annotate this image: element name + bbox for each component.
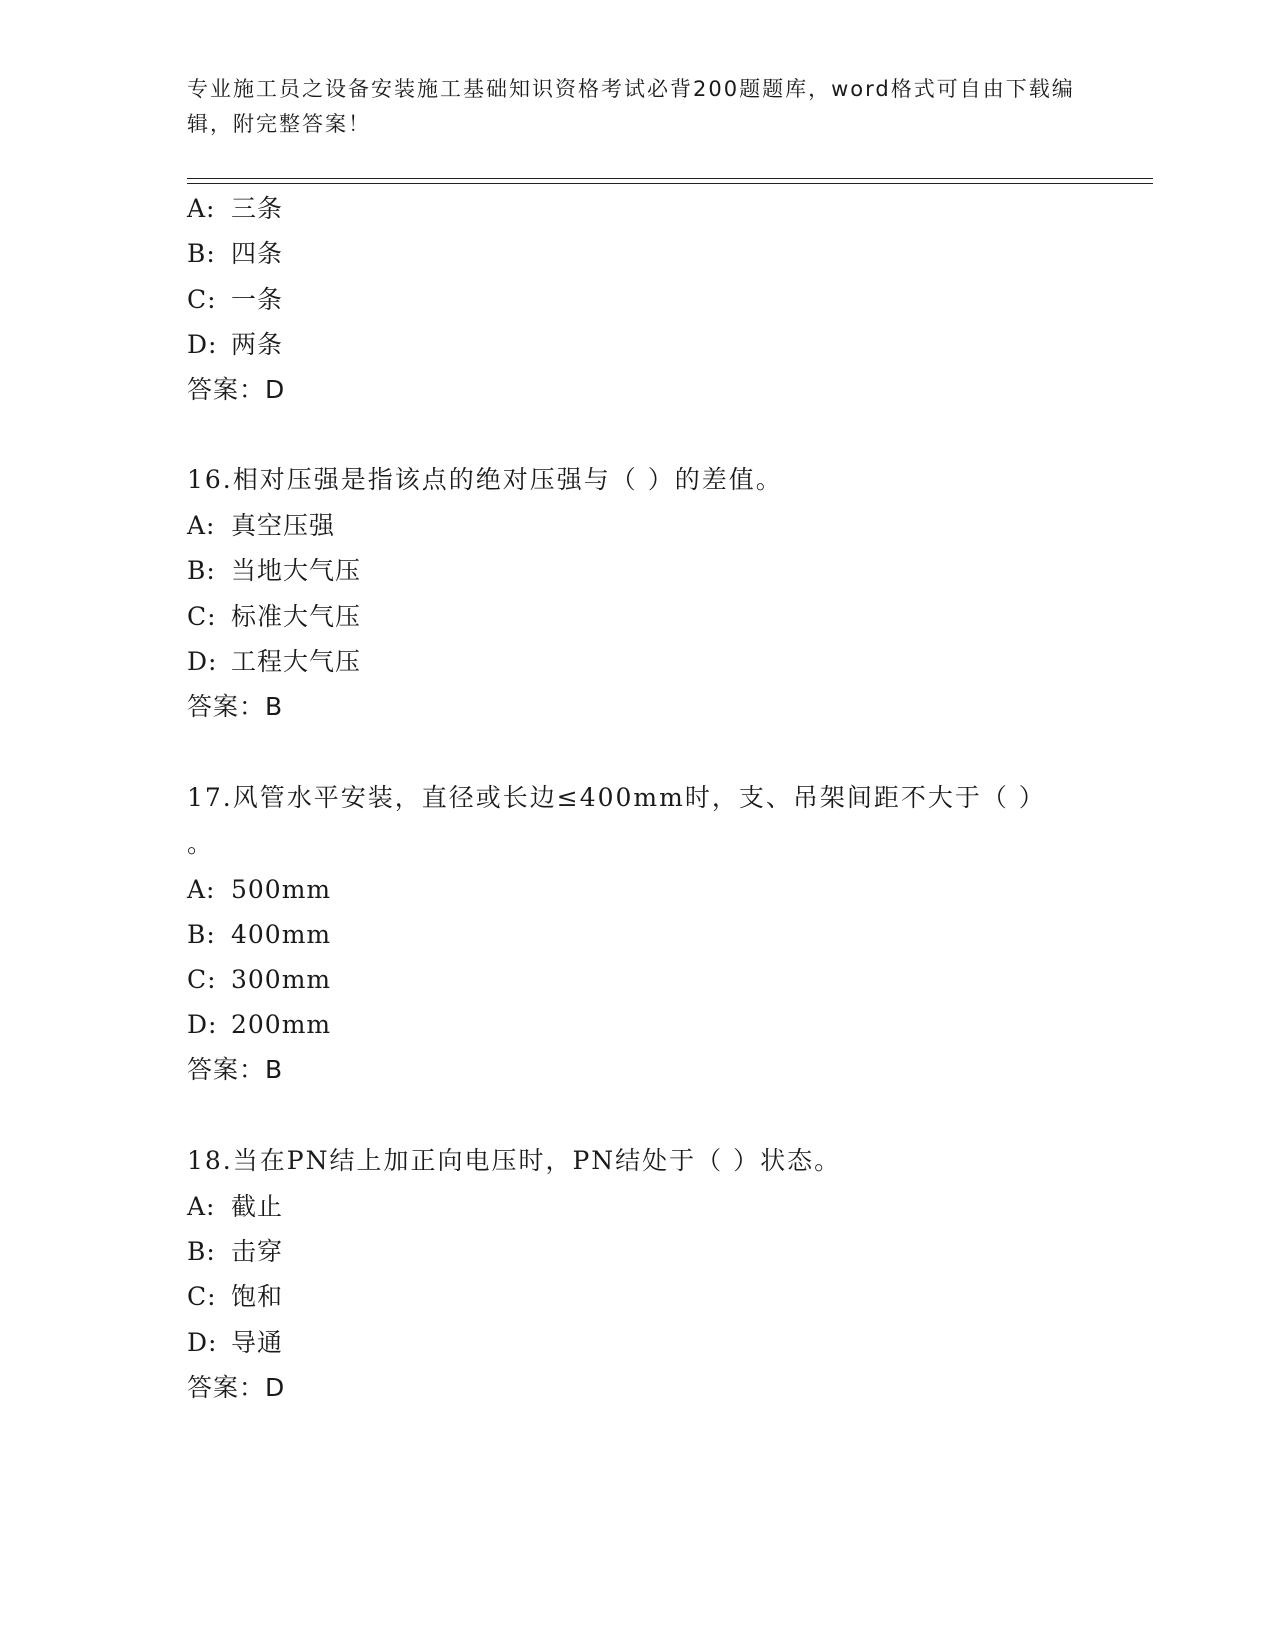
- option-b: B: 400mm: [187, 920, 332, 949]
- question-18: 18.当在PN结上加正向电压时，PN结处于（ ）状态。: [187, 1146, 842, 1175]
- option-a: A: 截止: [187, 1192, 284, 1221]
- question-17: 17.风管水平安装，直径或长边≤400mm时，支、吊架间距不大于（ ）: [187, 783, 1046, 812]
- option-b: B: 击穿: [187, 1237, 284, 1266]
- option-c: C: 一条: [187, 285, 284, 314]
- option-b: B: 当地大气压: [187, 556, 362, 585]
- answer-line: 答案：B: [187, 692, 284, 721]
- option-d: D: 导通: [187, 1328, 284, 1357]
- option-c: C: 标准大气压: [187, 602, 362, 631]
- option-c: C: 300mm: [187, 965, 332, 994]
- option-d: D: 200mm: [187, 1010, 332, 1039]
- header-rule-bottom: [187, 183, 1153, 184]
- document-title: 专业施工员之设备安装施工基础知识资格考试必背200题题库，word格式可自由下载编辑，附完整答案！: [187, 77, 1075, 136]
- option-c: C: 饱和: [187, 1282, 284, 1311]
- answer-line: 答案：D: [187, 375, 286, 404]
- option-a: A: 500mm: [187, 875, 332, 904]
- option-a: A: 真空压强: [187, 511, 336, 540]
- answer-line: 答案：B: [187, 1055, 284, 1084]
- header-rule-top: [187, 178, 1153, 179]
- option-b: B: 四条: [187, 239, 284, 268]
- option-d: D: 两条: [187, 330, 284, 359]
- question-17-continuation: 。: [187, 829, 215, 858]
- option-d: D: 工程大气压: [187, 647, 362, 676]
- question-16: 16.相对压强是指该点的绝对压强与（ ）的差值。: [187, 465, 783, 494]
- answer-line: 答案：D: [187, 1373, 286, 1402]
- option-a: A: 三条: [187, 194, 284, 223]
